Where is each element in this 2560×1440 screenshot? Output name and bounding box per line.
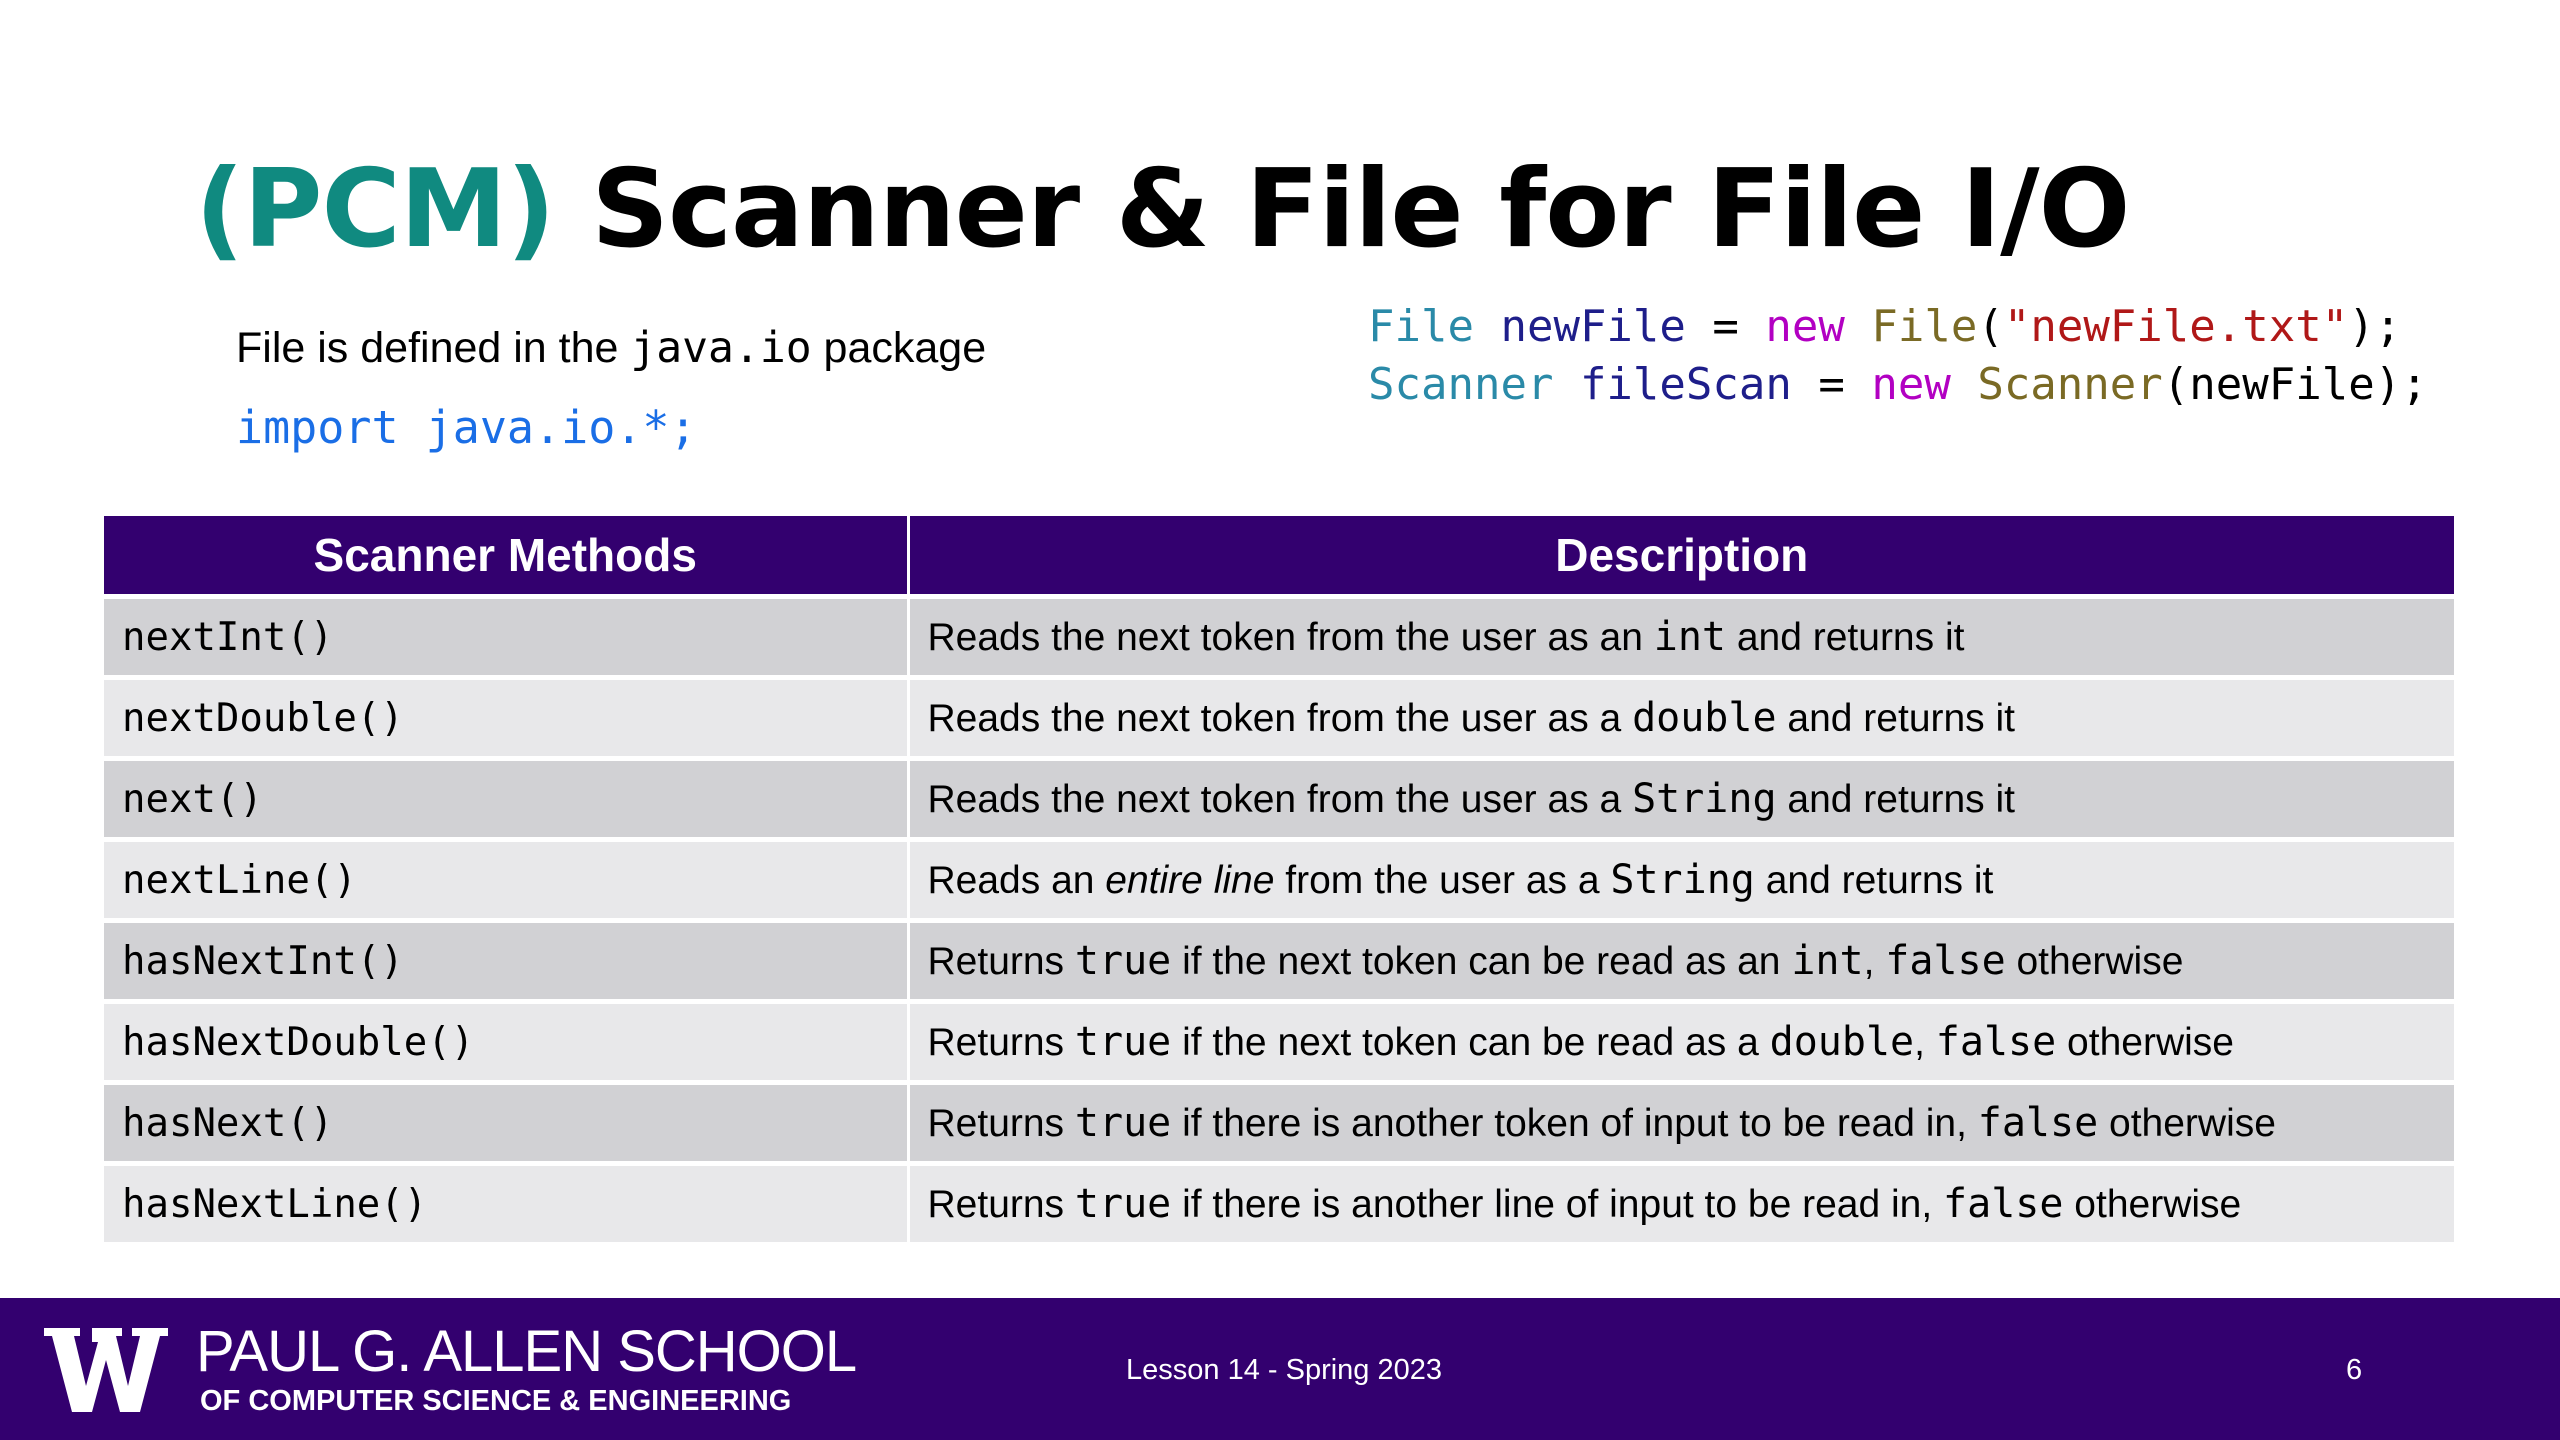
footer-bar <box>0 1298 2560 1440</box>
code-example <box>1368 298 2428 414</box>
desc-text: if there is another line of input to be read in, <box>1171 1183 1944 1226</box>
header-scanner-methods: Scanner Methods <box>104 516 908 597</box>
table-header-row <box>104 516 2454 597</box>
uw-w-logo-icon <box>44 1328 168 1412</box>
desc-emphasis: entire line <box>1105 859 1275 902</box>
table-row <box>104 1083 2454 1164</box>
desc-code: String <box>1632 776 1777 822</box>
table-row <box>104 840 2454 921</box>
desc-text: , <box>1863 940 1886 983</box>
desc-text: and returns it <box>1726 616 1965 659</box>
method-cell: next() <box>104 759 908 840</box>
table-row <box>104 678 2454 759</box>
desc-text: and returns it <box>1776 778 2016 821</box>
description-cell <box>908 759 2454 840</box>
title-prefix: (PCM) <box>195 147 555 272</box>
desc-code: double <box>1632 695 1777 741</box>
intro-text <box>236 318 986 378</box>
lesson-label: Lesson 14 - Spring 2023 <box>1126 1354 1442 1386</box>
table-row <box>104 597 2454 678</box>
import-statement: import java.io.*; <box>236 401 697 454</box>
desc-code: int <box>1791 938 1864 984</box>
desc-text: Returns <box>927 1021 1075 1064</box>
description-cell <box>908 1002 2454 1083</box>
desc-code: false <box>1943 1181 2064 1227</box>
desc-text: Returns <box>927 1183 1075 1226</box>
table-row <box>104 1002 2454 1083</box>
method-cell: hasNextInt() <box>104 921 908 1002</box>
desc-code: true <box>1074 1100 1172 1146</box>
desc-text: otherwise <box>2005 940 2184 983</box>
desc-code: true <box>1074 1181 1172 1227</box>
intro-package-code: java.io <box>630 323 812 373</box>
desc-text: if there is another token of input to be read in, <box>1171 1102 1978 1145</box>
code-open: ( <box>1977 301 2004 352</box>
description-cell <box>908 1083 2454 1164</box>
code-keyword: new <box>1871 359 1951 410</box>
description-cell <box>908 597 2454 678</box>
page-number: 6 <box>2346 1354 2363 1386</box>
scanner-methods-table <box>104 516 2454 1242</box>
code-var: newFile <box>1500 301 1686 352</box>
code-type: Scanner <box>1368 359 1554 410</box>
code-line-2 <box>1368 356 2428 414</box>
description-cell <box>908 840 2454 921</box>
desc-text: and returns it <box>1754 859 1994 902</box>
header-description: Description <box>908 516 2454 597</box>
code-class: Scanner <box>1977 359 2163 410</box>
code-string: "newFile.txt" <box>2003 301 2349 352</box>
desc-text: Returns <box>927 940 1075 983</box>
desc-code: false <box>1935 1019 2057 1065</box>
code-args: (newFile); <box>2162 359 2428 410</box>
slide-title <box>195 140 2129 280</box>
desc-text: Reads the next token from the user as a <box>927 778 1633 821</box>
desc-text: if the next token can be read as an <box>1171 940 1792 983</box>
method-cell: nextLine() <box>104 840 908 921</box>
description-cell <box>908 1164 2454 1243</box>
method-cell: nextInt() <box>104 597 908 678</box>
desc-code: false <box>1977 1100 2099 1146</box>
method-cell: nextDouble() <box>104 678 908 759</box>
method-cell: hasNext() <box>104 1083 908 1164</box>
desc-text: otherwise <box>2056 1021 2234 1064</box>
desc-code: true <box>1074 1019 1172 1065</box>
code-close: ); <box>2348 301 2402 352</box>
desc-text: Reads the next token from the user as an <box>927 616 1654 659</box>
desc-code: double <box>1769 1019 1915 1065</box>
desc-text: Reads the next token from the user as a <box>927 697 1633 740</box>
code-eq: = <box>1791 359 1872 410</box>
school-subtitle: OF COMPUTER SCIENCE & ENGINEERING <box>200 1385 792 1417</box>
description-cell <box>908 678 2454 759</box>
desc-text: otherwise <box>2098 1102 2276 1145</box>
desc-code: String <box>1610 857 1755 903</box>
desc-text: , <box>1914 1021 1936 1064</box>
desc-code: int <box>1653 614 1726 660</box>
code-var: fileScan <box>1579 359 1792 410</box>
method-cell: hasNextDouble() <box>104 1002 908 1083</box>
desc-text: otherwise <box>2063 1183 2242 1226</box>
desc-text: Returns <box>927 1102 1075 1145</box>
desc-text: if the next token can be read as a <box>1171 1021 1770 1064</box>
code-eq: = <box>1685 301 1766 352</box>
desc-text: and returns it <box>1776 697 2016 740</box>
intro-text-after: package <box>811 324 987 372</box>
desc-text: from the user as a <box>1274 859 1611 902</box>
code-class: File <box>1871 301 1978 352</box>
code-type: File <box>1368 301 1474 352</box>
code-line-1 <box>1368 298 2428 356</box>
description-cell <box>908 921 2454 1002</box>
method-cell: hasNextLine() <box>104 1164 908 1243</box>
desc-code: false <box>1885 938 2006 984</box>
school-name: PAUL G. ALLEN SCHOOL <box>196 1319 857 1384</box>
table-row <box>104 1164 2454 1243</box>
intro-text-before: File is defined in the <box>236 324 631 372</box>
desc-code: true <box>1074 938 1172 984</box>
title-main: Scanner & File for File I/O <box>591 147 2130 272</box>
table-row <box>104 921 2454 1002</box>
desc-text: Reads an <box>927 859 1106 902</box>
code-keyword: new <box>1765 301 1845 352</box>
table-row <box>104 759 2454 840</box>
